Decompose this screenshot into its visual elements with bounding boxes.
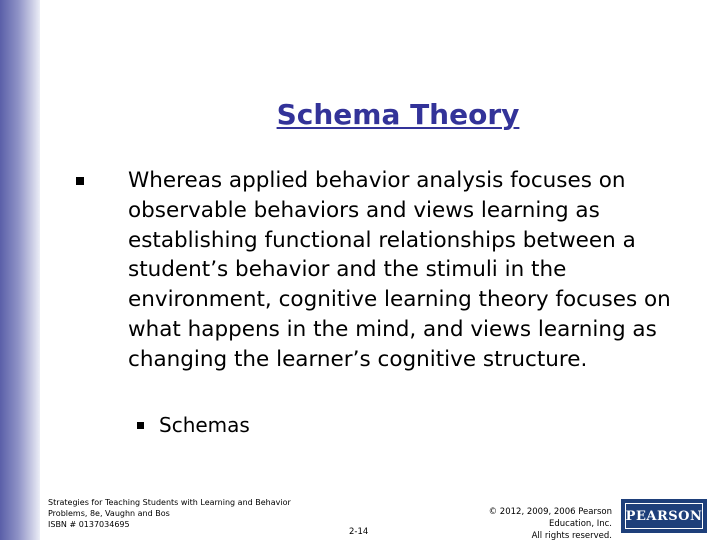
pearson-logo-text: PEARSON: [625, 508, 703, 524]
square-bullet-icon: [76, 177, 84, 185]
pearson-logo-frame: [625, 503, 703, 529]
main-bullet: [76, 166, 696, 375]
footer-source: [48, 497, 291, 530]
main-bullet-text: Whereas applied behavior analysis focuses on observable behaviors and views learning as establishing functional relationships between a student’s behavior and the stimuli in the environment, cognitive learning theory focuses on what happens in the mind, and views learning as changing the learner’s cognitive structure.: [128, 168, 671, 372]
footer-copyright: [489, 506, 612, 542]
footer-source-line: Strategies for Teaching Students with Learning and Behavior: [48, 498, 291, 507]
copyright-line: © 2012, 2009, 2006 Pearson: [488, 507, 612, 517]
square-bullet-icon: [137, 422, 144, 429]
page-number: 2-14: [349, 527, 369, 537]
footer-source-line: Problems, 8e, Vaughn and Bos: [48, 509, 170, 518]
footer-source-line: ISBN # 0137034695: [48, 520, 130, 529]
copyright-line: Education, Inc.: [549, 519, 612, 529]
copyright-line: All rights reserved.: [531, 531, 612, 541]
sub-bullet: [137, 411, 250, 439]
pearson-logo: [621, 499, 707, 533]
sub-bullet-text: Schemas: [159, 413, 250, 437]
slide-title: Schema Theory: [276, 98, 520, 131]
left-decorative-band: [0, 0, 40, 540]
